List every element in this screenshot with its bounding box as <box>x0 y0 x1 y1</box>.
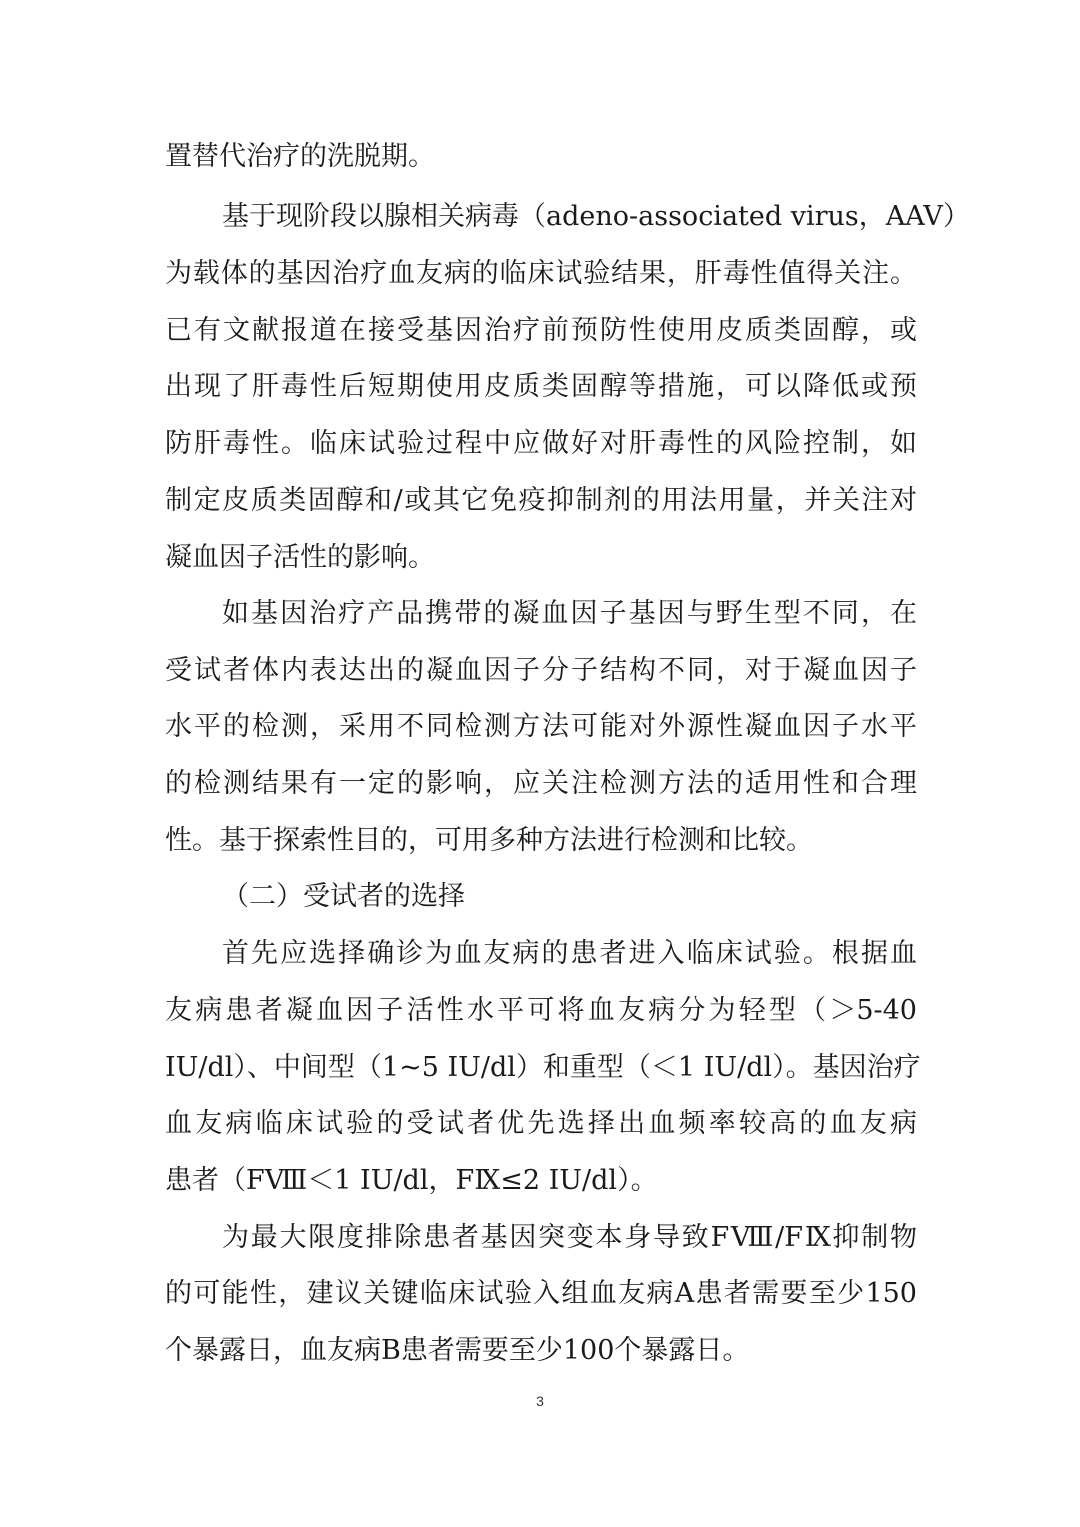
paragraph-line: IU/dl）、中间型（1~5 IU/dl）和重型（＜1 IU/dl）。基因治疗 <box>165 1052 921 1083</box>
paragraph-line: 的检测结果有一定的影响，应关注检测方法的适用性和合理 <box>165 768 917 799</box>
paragraph-line: 为载体的基因治疗血友病的临床试验结果，肝毒性值得关注。 <box>165 258 917 289</box>
paragraph-line: 个暴露日，血友病B患者需要至少100个暴露日。 <box>165 1335 750 1366</box>
paragraph-line: 基于现阶段以腺相关病毒（adeno-associated virus，AAV） <box>222 201 970 232</box>
paragraph-line: 凝血因子活性的影响。 <box>165 542 435 573</box>
paragraph-line: 血友病临床试验的受试者优先选择出血频率较高的血友病 <box>165 1108 917 1139</box>
paragraph-line: 患者（FⅧ＜1 IU/dl，FⅨ≤2 IU/dl）。 <box>165 1165 658 1196</box>
paragraph-line: 制定皮质类固醇和/或其它免疫抑制剂的用法用量，并关注对 <box>165 485 917 516</box>
paragraph-line: 的可能性，建议关键临床试验入组血友病A患者需要至少150 <box>165 1278 917 1309</box>
paragraph-line: 如基因治疗产品携带的凝血因子基因与野生型不同，在 <box>222 598 917 629</box>
paragraph-line: 受试者体内表达出的凝血因子分子结构不同，对于凝血因子 <box>165 655 917 686</box>
paragraph-line: 已有文献报道在接受基因治疗前预防性使用皮质类固醇，或 <box>165 315 917 346</box>
section-heading: （二）受试者的选择 <box>222 881 465 912</box>
paragraph-line: 性。基于探索性目的，可用多种方法进行检测和比较。 <box>165 825 813 856</box>
paragraph-line: 置替代治疗的洗脱期。 <box>165 141 435 172</box>
paragraph-line: 首先应选择确诊为血友病的患者进入临床试验。根据血 <box>222 938 917 969</box>
paragraph-line: 友病患者凝血因子活性水平可将血友病分为轻型（＞5-40 <box>165 995 917 1026</box>
paragraph-line: 防肝毒性。临床试验过程中应做好对肝毒性的风险控制，如 <box>165 428 917 459</box>
page-number: 3 <box>536 1393 544 1409</box>
paragraph-line: 为最大限度排除患者基因突变本身导致FⅧ/FⅨ抑制物 <box>222 1222 917 1253</box>
paragraph-line: 出现了肝毒性后短期使用皮质类固醇等措施，可以降低或预 <box>165 371 917 402</box>
paragraph-line: 水平的检测，采用不同检测方法可能对外源性凝血因子水平 <box>165 711 917 742</box>
